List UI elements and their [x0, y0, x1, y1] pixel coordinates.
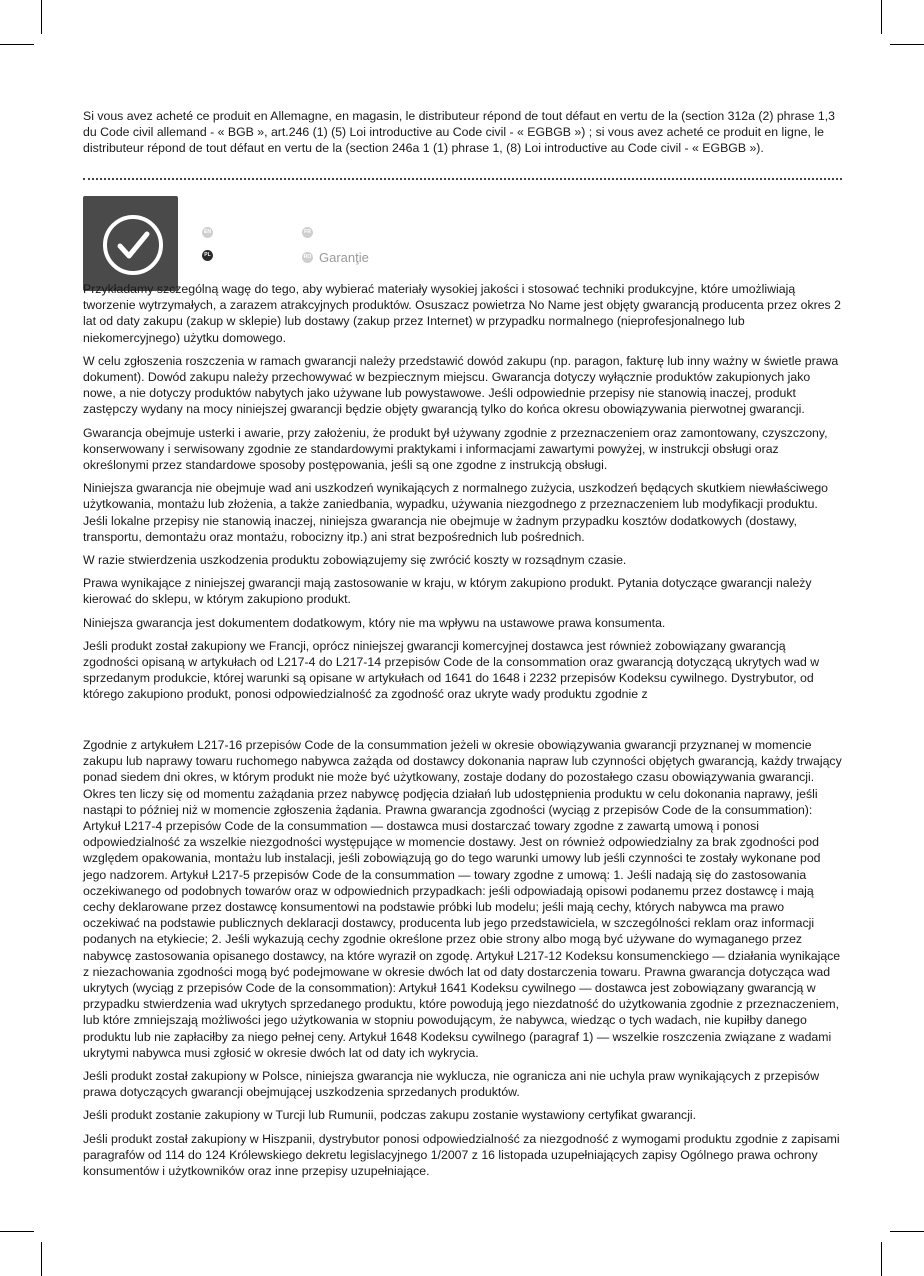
crop-mark	[41, 1242, 42, 1276]
lang-badge: PL	[202, 250, 213, 261]
body-paragraph: W razie stwierdzenia uszkodzenia produktu zobowiązujemy się zwrócić koszty w rozsądnym czasie.	[83, 553, 627, 568]
body-paragraph: W celu zgłoszenia roszczenia w ramach gwarancji należy przedstawić dowód zakupu (np. paragon, fakturę lub inny ważny w świetle prawa dokument). Dowód zakupu należy przechowywać w bezpiecznym miejscu. Gwarancja dotyczy wyłącznie produktów zakupionych jako nowe, a nie dotyczy produktów nabytych jako używane lub powystawowe. Jeśli odpowiednie przepisy nie stanowią inaczej, produkt zastępczy wydany na mocy niniejszej gwarancji będzie objęty gwarancją tylko do końca okresu obowiązywania pierwotnej gwarancji.	[83, 353, 839, 417]
dotted-divider	[83, 178, 842, 180]
body-paragraph: Niniejsza gwarancja jest dokumentem dodatkowym, który nie ma wpływu na ustawowe prawa konsumenta.	[83, 615, 666, 630]
body-paragraph: Jeśli produkt został zakupiony we Francji, oprócz niniejszej gwarancji komercyjnej dostawca jest również zobowiązany gwarancją zgodności opisaną w artykułach od L217-4 do L217-14 przepisów Code de la consommation oraz gwarancją dotyczącą ukrytych wad w sprzedanym produkcie, której warunki są opisane w artykułach od 1641 do 1648 i 2232 przepisów Kodeksu cywilnego. Dystrybutor, od którego zakupiono produkt, ponosi odpowiedzialność za zgodność oraz ukryte wady produktu zgodnie z	[83, 638, 820, 702]
lang-badge: RO	[302, 252, 313, 263]
intro-paragraph: Si vous avez acheté ce produit en Allemagne, en magasin, le distributeur répond de tout défaut en vertu de la (section 312a (2) phrase 1,3 du Code civil allemand - « BGB », art.246 (1) (5) Loi introductive au Code civil - « EGBGB ») ; si vous avez acheté ce produit en ligne, le distributeur répond de tout défaut en vertu de la (section 246a 1 (1) phrase 1, (8) Loi introductive au Code civil - « EGBGB »).	[83, 109, 835, 156]
lang-ro	[302, 250, 369, 265]
warranty-checkmark-icon	[83, 196, 178, 291]
crop-mark	[41, 0, 42, 34]
crop-mark	[881, 0, 882, 34]
lang-fr	[302, 227, 319, 238]
intro-section	[83, 108, 843, 157]
crop-mark	[0, 44, 34, 45]
body-paragraph: Prawa wynikające z niniejszej gwarancji mają zastosowanie w kraju, w którym zakupiono produkt. Pytania dotyczące gwarancji należy kierować do sklepu, w którym zakupiono produkt.	[83, 576, 812, 607]
body-paragraph: Jeśli produkt został zakupiony w Polsce, niniejsza gwarancja nie wyklucza, nie ogranicza ani nie uchyla praw wynikających z przepisów prawa dotyczących gwarancji obejmującej uszkodzenia sprzedanych produktów.	[83, 1069, 820, 1100]
crop-mark	[890, 1231, 924, 1232]
body-paragraph: Zgodnie z artykułem L217-16 przepisów Code de la consummation jeżeli w okresie obowiązywania gwarancji przyznanej w momencie zakupu lub naprawy towaru ruchomego nabywca zażąda od dostawcy dokonania napraw lub czynności objętych gwarancją, każdy trwający ponad siedem dni okres, w którym produkt nie może być użytkowany, zostaje dodany do pozostałego czasu obowiązywania gwarancji. Okres ten liczy się od momentu zażądania przez nabywcę podjęcia działań lub udostępnienia produktu w celu dokonania naprawy, jeśli nastąpi to później niż w momencie zgłoszenia żądania. Prawna gwarancja zgodności (wyciąg z przepisów Code de la consummation): Artykuł L217-4 przepisów Code de la consummation — dostawca musi dostarczać towary zgodne z zawartą umową i ponosi odpowiedzialność za wszelkie niezgodności występujące w momencie dostawy. Jest on również odpowiedzialny za brak zgodności pod względem opakowania, montażu lub instalacji, jeśli zobowiązują go do tego warunki umowy lub jeśli czynności te zostały wykonane pod jego nadzorem. Artykuł L217-5 przepisów Code de la consummation — towary zgodne z umową: 1. Jeśli nadają się do zastosowania oczekiwanego od podobnych towarów oraz w odpowiednich przypadkach: jeśli odpowiadają opisowi podanemu przez dostawcę i mają cechy deklarowane przez dostawcę konsumentowi na podstawie próbki lub modelu; jeśli mają cechy, których nabywca ma prawo oczekiwać na podstawie publicznych deklaracji dostawcy, producenta lub jego przedstawiciela, w szczególności reklam oraz informacji podanych na etykiecie; 2. Jeśli wykazują cechy zgodnie określone przez obie strony albo mogą być używane do wymaganego przez nabywcę zastosowania opisanego dostawcy, na które wyraził on zgodę. Artykuł L217-12 Kodeksu konsumenckiego — działania wynikające z niezachowania zgodności mogą być podejmowane w okresie dwóch lat od daty dostarczenia towaru. Prawna gwarancja dotycząca wad ukrytych (wyciąg z przepisów Code de la consommation): Artykuł 1641 Kodeksu cywilnego — dostawca jest zobowiązany gwarancją w przypadku stwierdzenia wad ukrytych sprzedanego produktu, które powodują jego niezdatność do użytkowania zgodnie z przeznaczeniem, lub które zmniejszają możliwości jego użytkowania w stopniu powodującym, że nabywca, wiedząc o tych wadach, nie kupiłby danego produktu lub nie zapłaciłby za niego pełnej ceny. Artykuł 1648 Kodeksu cywilnego (paragraf 1) — wszelkie roszczenia związane z wadami ukrytymi nabywca musi zgłosić w okresie dwóch lat od daty ich wykrycia.	[83, 738, 842, 1060]
lang-badge: EN	[202, 227, 213, 238]
lang-en	[202, 227, 219, 238]
body-paragraph: Gwarancja obejmuje usterki i awarie, przy założeniu, że produkt był używany zgodnie z przeznaczeniem oraz zamontowany, czyszczony, konserwowany i serwisowany zgodnie ze standardowymi praktykami i informacjami zawartymi powyżej, w instrukcji obsługi oraz określonymi przez standardowe sposoby postępowania, jeśli są one zgodne z instrukcją obsługi.	[83, 425, 828, 473]
crop-mark	[0, 1231, 34, 1232]
body-paragraph: Jeśli produkt zostanie zakupiony w Turcji lub Rumunii, podczas zakupu zostanie wystawiony certyfikat gwarancji.	[83, 1108, 697, 1123]
crop-mark	[881, 1242, 882, 1276]
lang-label: Garanţie	[319, 250, 369, 265]
crop-mark	[890, 44, 924, 45]
warranty-body	[83, 281, 843, 703]
body-paragraph: Przykładamy szczególną wagę do tego, aby wybierać materiały wysokiej jakości i stosować techniki produkcyjne, które umożliwiają tworzenie wytrzymałych, a zarazem atrakcyjnych produktów. Osuszacz powietrza No Name jest objęty gwarancją producenta przez okres 2 lat od daty zakupu (zakup w sklepie) lub dostawy (zakup przez Internet) w przypadku normalnego (nieprofesjonalnego lub niekomercyjnego) użytku domowego.	[83, 282, 841, 345]
warranty-header	[83, 196, 503, 291]
body-paragraph: Jeśli produkt został zakupiony w Hiszpanii, dystrybutor ponosi odpowiedzialność za niezgodność z wymogami produktu zgodnie z zapisami paragrafów od 114 do 124 Królewskiego dekretu legislacyjnego 1/2007 z 16 listopada uzupełniających zapisy Ogólnego prawa ochrony konsumentów i użytkowników oraz inne przepisy uzupełniające.	[83, 1131, 840, 1179]
body-paragraph: Niniejsza gwarancja nie obejmuje wad ani uszkodzeń wynikających z normalnego zużycia, uszkodzeń będących skutkiem niewłaściwego użytkowania, montażu lub złożenia, a także zaniedbania, wypadku, używania niezgodnego z przeznaczeniem lub modyfikacji produktu. Jeśli lokalne przepisy nie stanowią inaczej, niniejsza gwarancja nie obejmuje w żadnym przypadku kosztów dodatkowych (dostawy, transportu, demontażu oraz montażu, robocizny itp.) ani strat bezpośrednich lub pośrednich.	[83, 481, 829, 544]
warranty-body-continued	[83, 737, 843, 1179]
lang-badge: FR	[302, 227, 313, 238]
lang-pl	[202, 250, 219, 261]
